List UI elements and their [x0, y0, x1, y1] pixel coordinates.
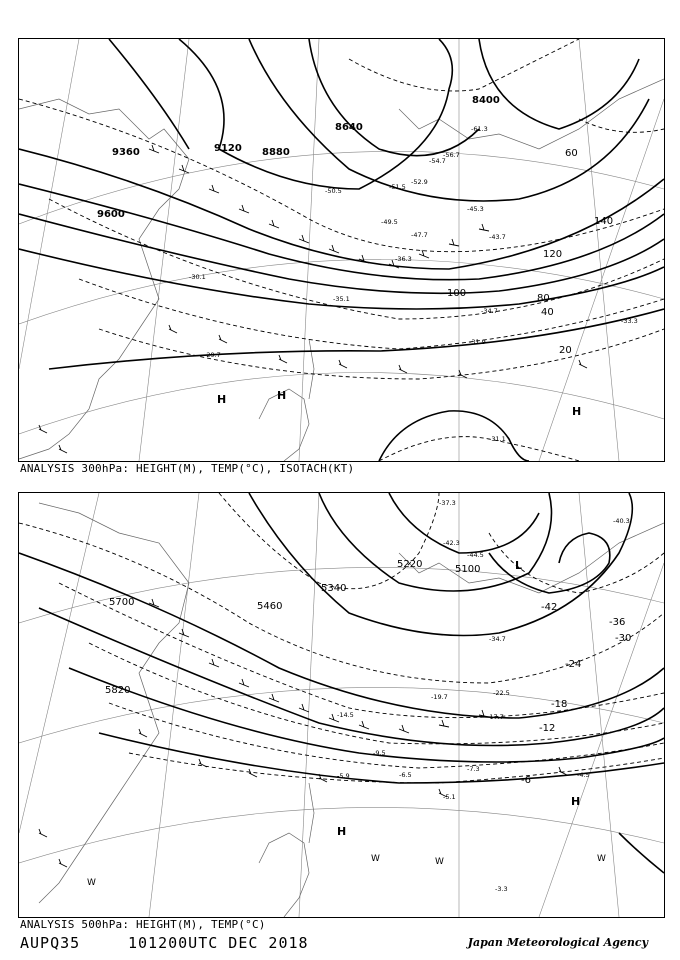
- isotherm-label--6: -6: [521, 775, 531, 786]
- warm-marker: W: [597, 854, 606, 864]
- warm-marker: W: [435, 857, 444, 867]
- height-label-5220: 5220: [397, 559, 423, 570]
- isotherm-label--24: -24: [565, 659, 582, 670]
- height-contours: [19, 493, 664, 873]
- product-code: AUPQ35: [20, 934, 81, 952]
- temp-plot: -52.9: [411, 178, 428, 186]
- temp-plot: -5.9: [337, 772, 350, 780]
- temp-plot: -31.1: [489, 435, 506, 443]
- temp-plot: -44.5: [467, 551, 484, 559]
- warm-marker: W: [371, 854, 380, 864]
- temp-plot: -54.7: [429, 157, 446, 165]
- temp-plot: -9.5: [373, 749, 386, 757]
- warm-marker: W: [87, 878, 96, 888]
- chart-300hpa-map: [19, 39, 664, 461]
- high-center-2: H: [277, 389, 287, 402]
- temp-plot: -45.3: [467, 205, 484, 213]
- temp-plot: -3.3: [495, 885, 508, 893]
- isotach-label-140: 140: [594, 216, 614, 227]
- temp-plot: -47.7: [411, 231, 428, 239]
- height-label-5460: 5460: [257, 601, 283, 612]
- valid-time: 101200UTC DEC 2018: [128, 934, 309, 952]
- height-label-8400: 8400: [472, 95, 500, 106]
- height-label-9120: 9120: [214, 143, 242, 154]
- temp-plot: -4.5: [577, 771, 590, 779]
- high-center-3: H: [572, 405, 582, 418]
- temp-plot: -42.3: [443, 539, 460, 547]
- height-label-5820: 5820: [105, 685, 131, 696]
- isotherm-label--36: -36: [609, 617, 626, 628]
- temp-plot: -40.3: [613, 517, 630, 525]
- warm-markers: [87, 854, 606, 888]
- temp-plot: -34.7: [489, 635, 506, 643]
- temp-plot: -22.5: [493, 689, 510, 697]
- chart-500hpa: [18, 492, 665, 918]
- isotach-label-60: 60: [565, 148, 578, 159]
- temp-plot: -29.7: [204, 351, 221, 359]
- temp-plot: -30.1: [189, 273, 206, 281]
- temp-plot: -61.3: [471, 125, 488, 133]
- height-label-8640: 8640: [335, 122, 363, 133]
- temperature-plots: [337, 499, 630, 893]
- isotherm-label--12: -12: [539, 723, 556, 734]
- high-center-1: H: [337, 825, 347, 838]
- height-label-8880: 8880: [262, 147, 290, 158]
- chart-300hpa: [18, 38, 665, 462]
- height-contours: [19, 39, 664, 461]
- high-center-1: H: [217, 393, 227, 406]
- temp-plot: -49.5: [381, 218, 398, 226]
- isotherm-lines: [19, 493, 664, 783]
- temp-plot: -34.7: [481, 307, 498, 315]
- temp-plot: -14.5: [337, 711, 354, 719]
- graticule: [19, 39, 664, 461]
- isotach-label-100: 100: [447, 288, 467, 299]
- isotach-labels: [447, 148, 613, 356]
- isotach-label-40: 40: [541, 307, 554, 318]
- caption-500hpa: ANALYSIS 500hPa: HEIGHT(M), TEMP(°C): [20, 918, 266, 931]
- height-label-9600: 9600: [97, 209, 125, 220]
- height-label-9360: 9360: [112, 147, 140, 158]
- temp-plot: -33.3: [621, 317, 638, 325]
- isotherm-label--18: -18: [551, 699, 568, 710]
- low-center: L: [515, 559, 523, 572]
- temp-plot: -6.5: [399, 771, 412, 779]
- caption-300hpa: ANALYSIS 300hPa: HEIGHT(M), TEMP(°C), ISOTACH(KT): [20, 462, 355, 475]
- isotherm-label--30: -30: [615, 633, 632, 644]
- temp-plot: -17.7: [487, 713, 504, 721]
- chart-500hpa-map: [19, 493, 664, 917]
- temp-plot: -7.3: [467, 765, 480, 773]
- temp-plot: -43.7: [489, 233, 506, 241]
- wind-barbs: [39, 145, 587, 453]
- temperature-plots: [189, 125, 638, 443]
- temp-plot: -5.1: [443, 793, 456, 801]
- high-center-2: H: [571, 795, 581, 808]
- temp-plot: -50.5: [325, 187, 342, 195]
- isotherm-label--42: -42: [541, 602, 558, 613]
- isotach-label-80: 80: [537, 293, 550, 304]
- height-label-5340: 5340: [321, 583, 347, 594]
- temp-plot: -35.1: [333, 295, 350, 303]
- height-label-5700: 5700: [109, 597, 135, 608]
- pressure-centers: [337, 559, 580, 838]
- agency-name: Japan Meteorological Agency: [467, 936, 648, 949]
- height-labels: [105, 559, 480, 696]
- temp-plot: -31.9: [469, 338, 486, 346]
- pressure-centers: [217, 389, 581, 418]
- temp-plot: -37.3: [439, 499, 456, 507]
- height-label-5100: 5100: [455, 564, 481, 575]
- isotach-label-20: 20: [559, 345, 572, 356]
- isotach-label-120: 120: [543, 249, 563, 260]
- isotach-lines: [19, 39, 664, 461]
- temp-plot: -36.3: [395, 255, 412, 263]
- temp-plot: -56.7: [443, 151, 460, 159]
- temp-plot: -19.7: [431, 693, 448, 701]
- temp-plot: -51.5: [389, 183, 406, 191]
